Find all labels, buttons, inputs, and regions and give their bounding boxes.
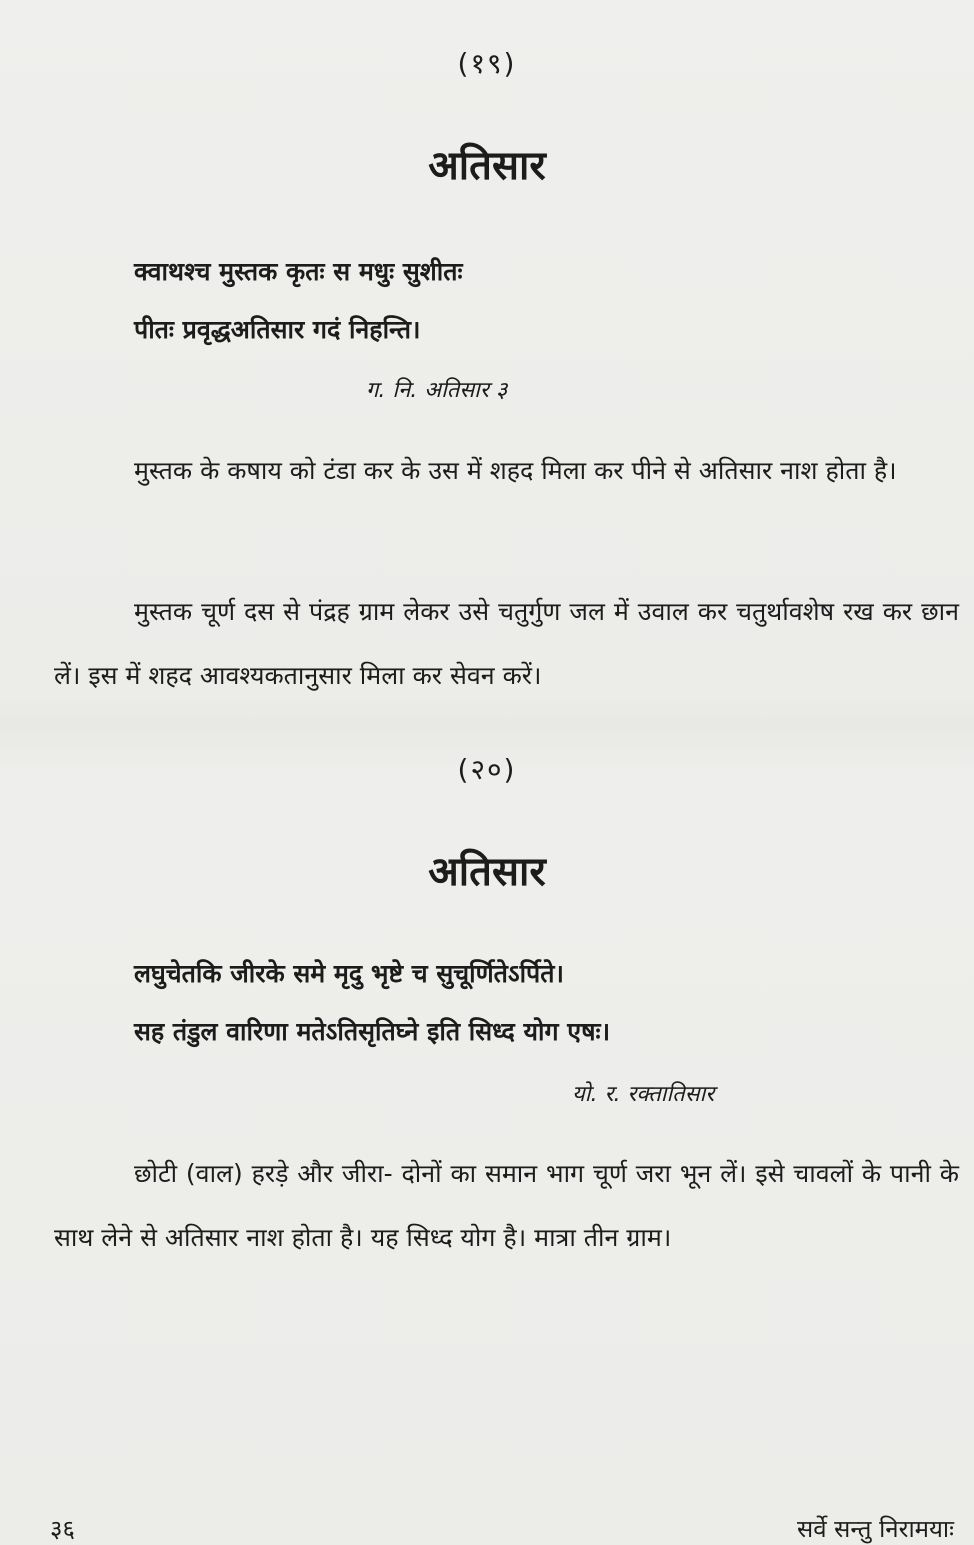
section-number-19: (१९)	[457, 47, 517, 80]
section-title-2: अतिसार	[428, 849, 546, 895]
verse-citation: यो. र. रक्तातिसार	[572, 1082, 715, 1107]
section-number-20: (२०)	[457, 753, 517, 786]
paragraph: मुस्तक के कषाय को टंडा कर के उस में शहद मिला कर पीने से अतिसार नाश होता है।	[134, 456, 897, 485]
sanskrit-verse-line: क्वाथश्च मुस्तक कृतः स मधुः सुशीतः	[134, 257, 463, 286]
sanskrit-verse-line: लघुचेतकि जीरके समे मृदु भृष्टे च सुचूर्णितेऽर्पिते।	[134, 959, 564, 988]
sanskrit-verse-line: पीतः प्रवृद्धअतिसार गदं निहन्ति।	[134, 315, 421, 344]
section-title-1: अतिसार	[428, 143, 546, 189]
sanskrit-verse-line: सह तंडुल वारिणा मतेऽतिसृतिघ्ने इति सिध्द योग एषः।	[134, 1017, 611, 1046]
page-number: ३६	[50, 1515, 75, 1543]
paragraph: छोटी (वाल) हरड़े और जीरा- दोनों का समान भाग चूर्ण जरा भून लें। इसे चावलों के पानी के साथ लेने से अतिसार नाश होता है। यह सिध्द योग है। मात्रा तीन ग्राम।	[54, 1159, 959, 1252]
footer-motto: सर्वे सन्तु निरामयाः	[796, 1515, 954, 1543]
verse-citation: ग. नि. अतिसार ३	[366, 378, 508, 403]
paragraph: मुस्तक चूर्ण दस से पंद्रह ग्राम लेकर उसे चतुर्गुण जल में उवाल कर चतुर्थावशेष रख कर छान लें। इस में शहद आवश्यकतानुसार मिला कर सेवन करें।	[54, 597, 959, 690]
